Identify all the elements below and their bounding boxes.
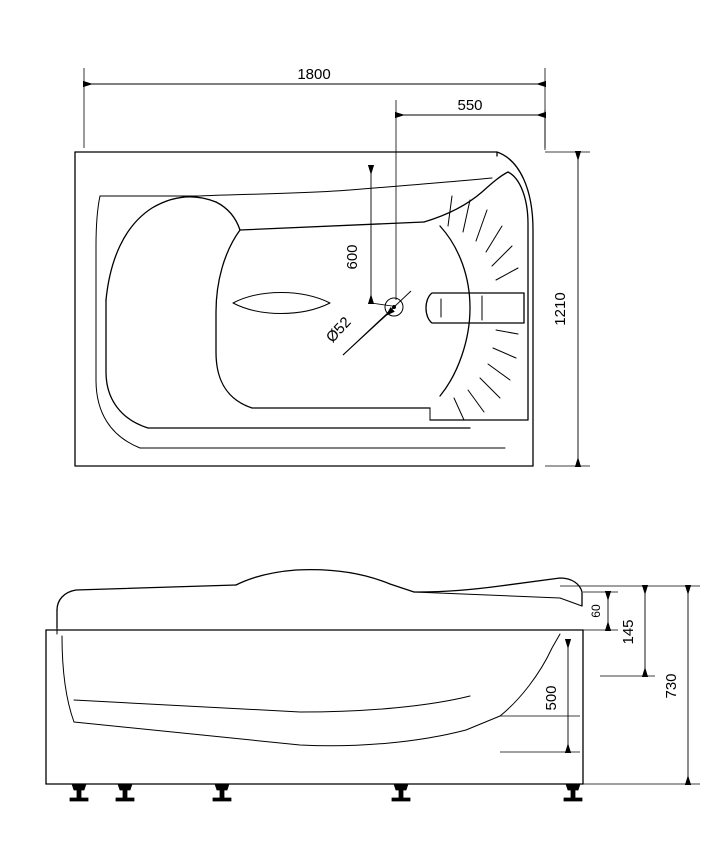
dim-rim-thickness-text: 60 [589, 604, 603, 618]
dim-apron-top-text: 145 [620, 619, 637, 645]
dim-drain-diameter-text: Ø52 [322, 313, 355, 347]
top-view-geometry [75, 152, 533, 466]
dim-drain-offset-text: 600 [344, 244, 361, 270]
front-view-geometry [46, 570, 583, 801]
dim-overall-width-text: 1800 [297, 66, 331, 83]
top-view-dimensions [84, 66, 590, 466]
dim-inner-depth-text: 500 [543, 685, 560, 711]
dim-overall-depth-text: 1210 [552, 292, 569, 326]
dim-offset-width-text: 550 [457, 97, 483, 114]
dim-overall-height-text: 730 [663, 673, 680, 699]
